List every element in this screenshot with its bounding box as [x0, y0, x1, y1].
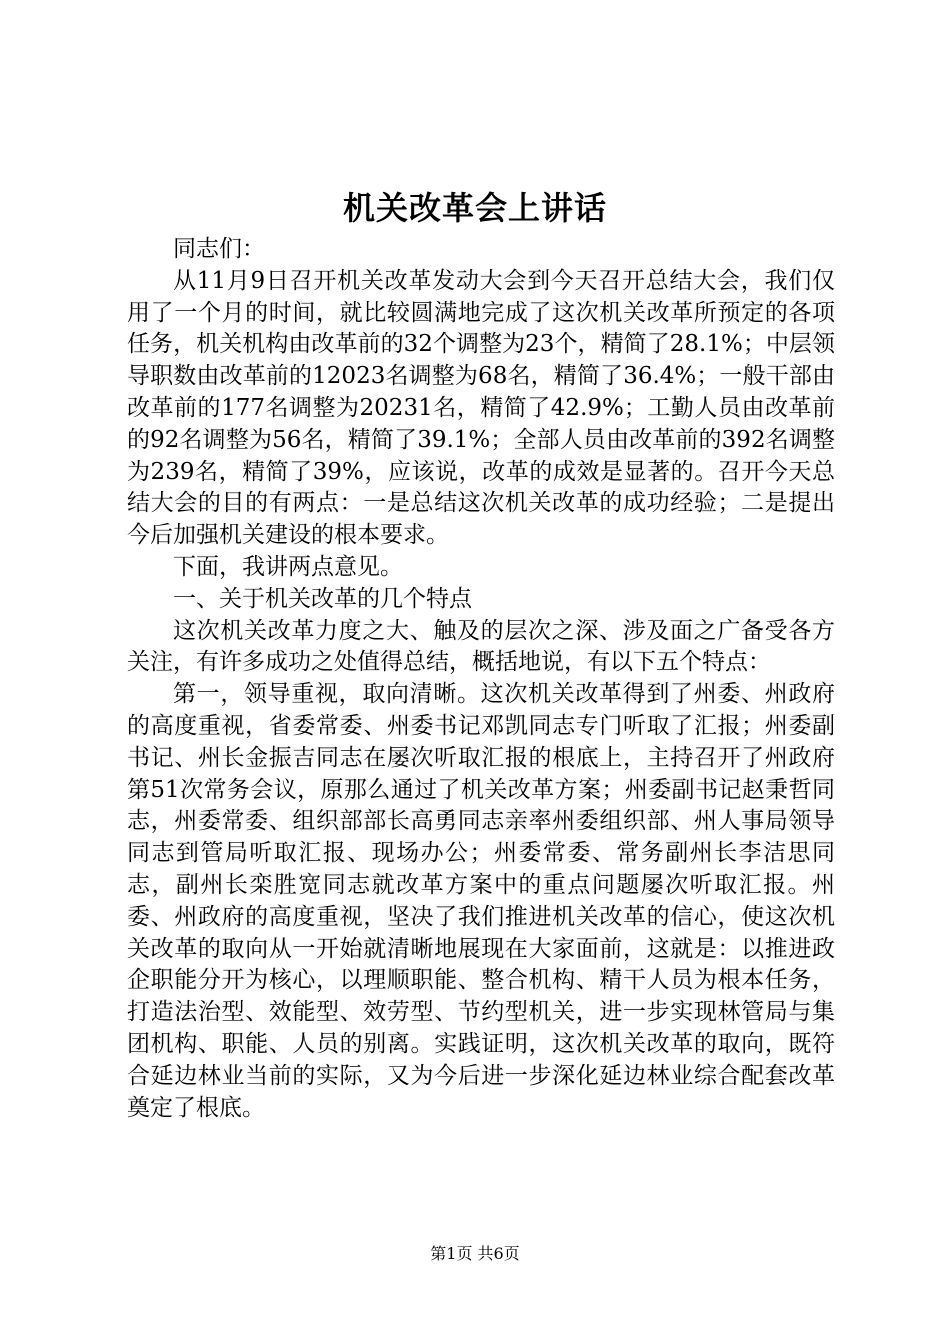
- paragraph-point-one: 第一，领导重视，取向清晰。这次机关改革得到了州委、州政府的高度重视，省委常委、州委书记邓凯同志专门听取了汇报；州委副书记、州长金振吉同志在屡次听取汇报的根底上，主持召开了州政府第51次常务会议，原那么通过了机关改革方案；州委副书记赵秉哲同志，州委常委、组织部部长高勇同志亲率州委组织部、州人事局领导同志到管局听取汇报、现场办公；州委常委、常务副州长李洁思同志，副州长栾胜宽同志就改革方案中的重点问题屡次听取汇报。州委、州政府的高度重视，坚决了我们推进机关改革的信心，使这次机关改革的取向从一开始就清晰地展现在大家面前，这就是：以推进政企职能分开为核心，以理顺职能、整合机构、精干人员为根本任务，打造法治型、效能型、效劳型、节约型机关，进一步实现林管局与集团机构、职能、人员的别离。实践证明，这次机关改革的取向，既符合延边林业当前的实际，又为今后进一步深化延边林业综合配套改革奠定了根底。: [127, 681, 835, 1121]
- page-footer: 第1页 共6页: [430, 1244, 520, 1263]
- paragraph-salutation: 同志们：: [173, 236, 265, 262]
- document-body: [127, 234, 835, 1124]
- section-heading: 一、关于机关改革的几个特点: [173, 585, 472, 612]
- paragraph-intro: 下面，我讲两点意见。: [173, 553, 403, 580]
- document-title: 机关改革会上讲话: [342, 189, 607, 227]
- paragraph-overview: 这次机关改革力度之大、触及的层次之深、涉及面之广备受各方关注，有许多成功之处值得总结，概括地说，有以下五个特点：: [127, 617, 835, 676]
- paragraph-summary: 从11月9日召开机关改革发动大会到今天召开总结大会，我们仅用了一个月的时间，就比较圆满地完成了这次机关改革所预定的各项任务，机关机构由改革前的32个调整为23个，精简了28.1%；中层领导职数由改革前的12023名调整为68名，精简了36.4%；一般干部由改革前的177名调整为20231名，精简了42.9%；工勤人员由改革前的92名调整为56名，精简了39.1%；全部人员由改革前的392名调整为239名，精简了39%，应该说，改革的成效是显著的。召开今天总结大会的目的有两点：一是总结这次机关改革的成功经验；二是提出今后加强机关建设的根本要求。: [127, 267, 835, 549]
